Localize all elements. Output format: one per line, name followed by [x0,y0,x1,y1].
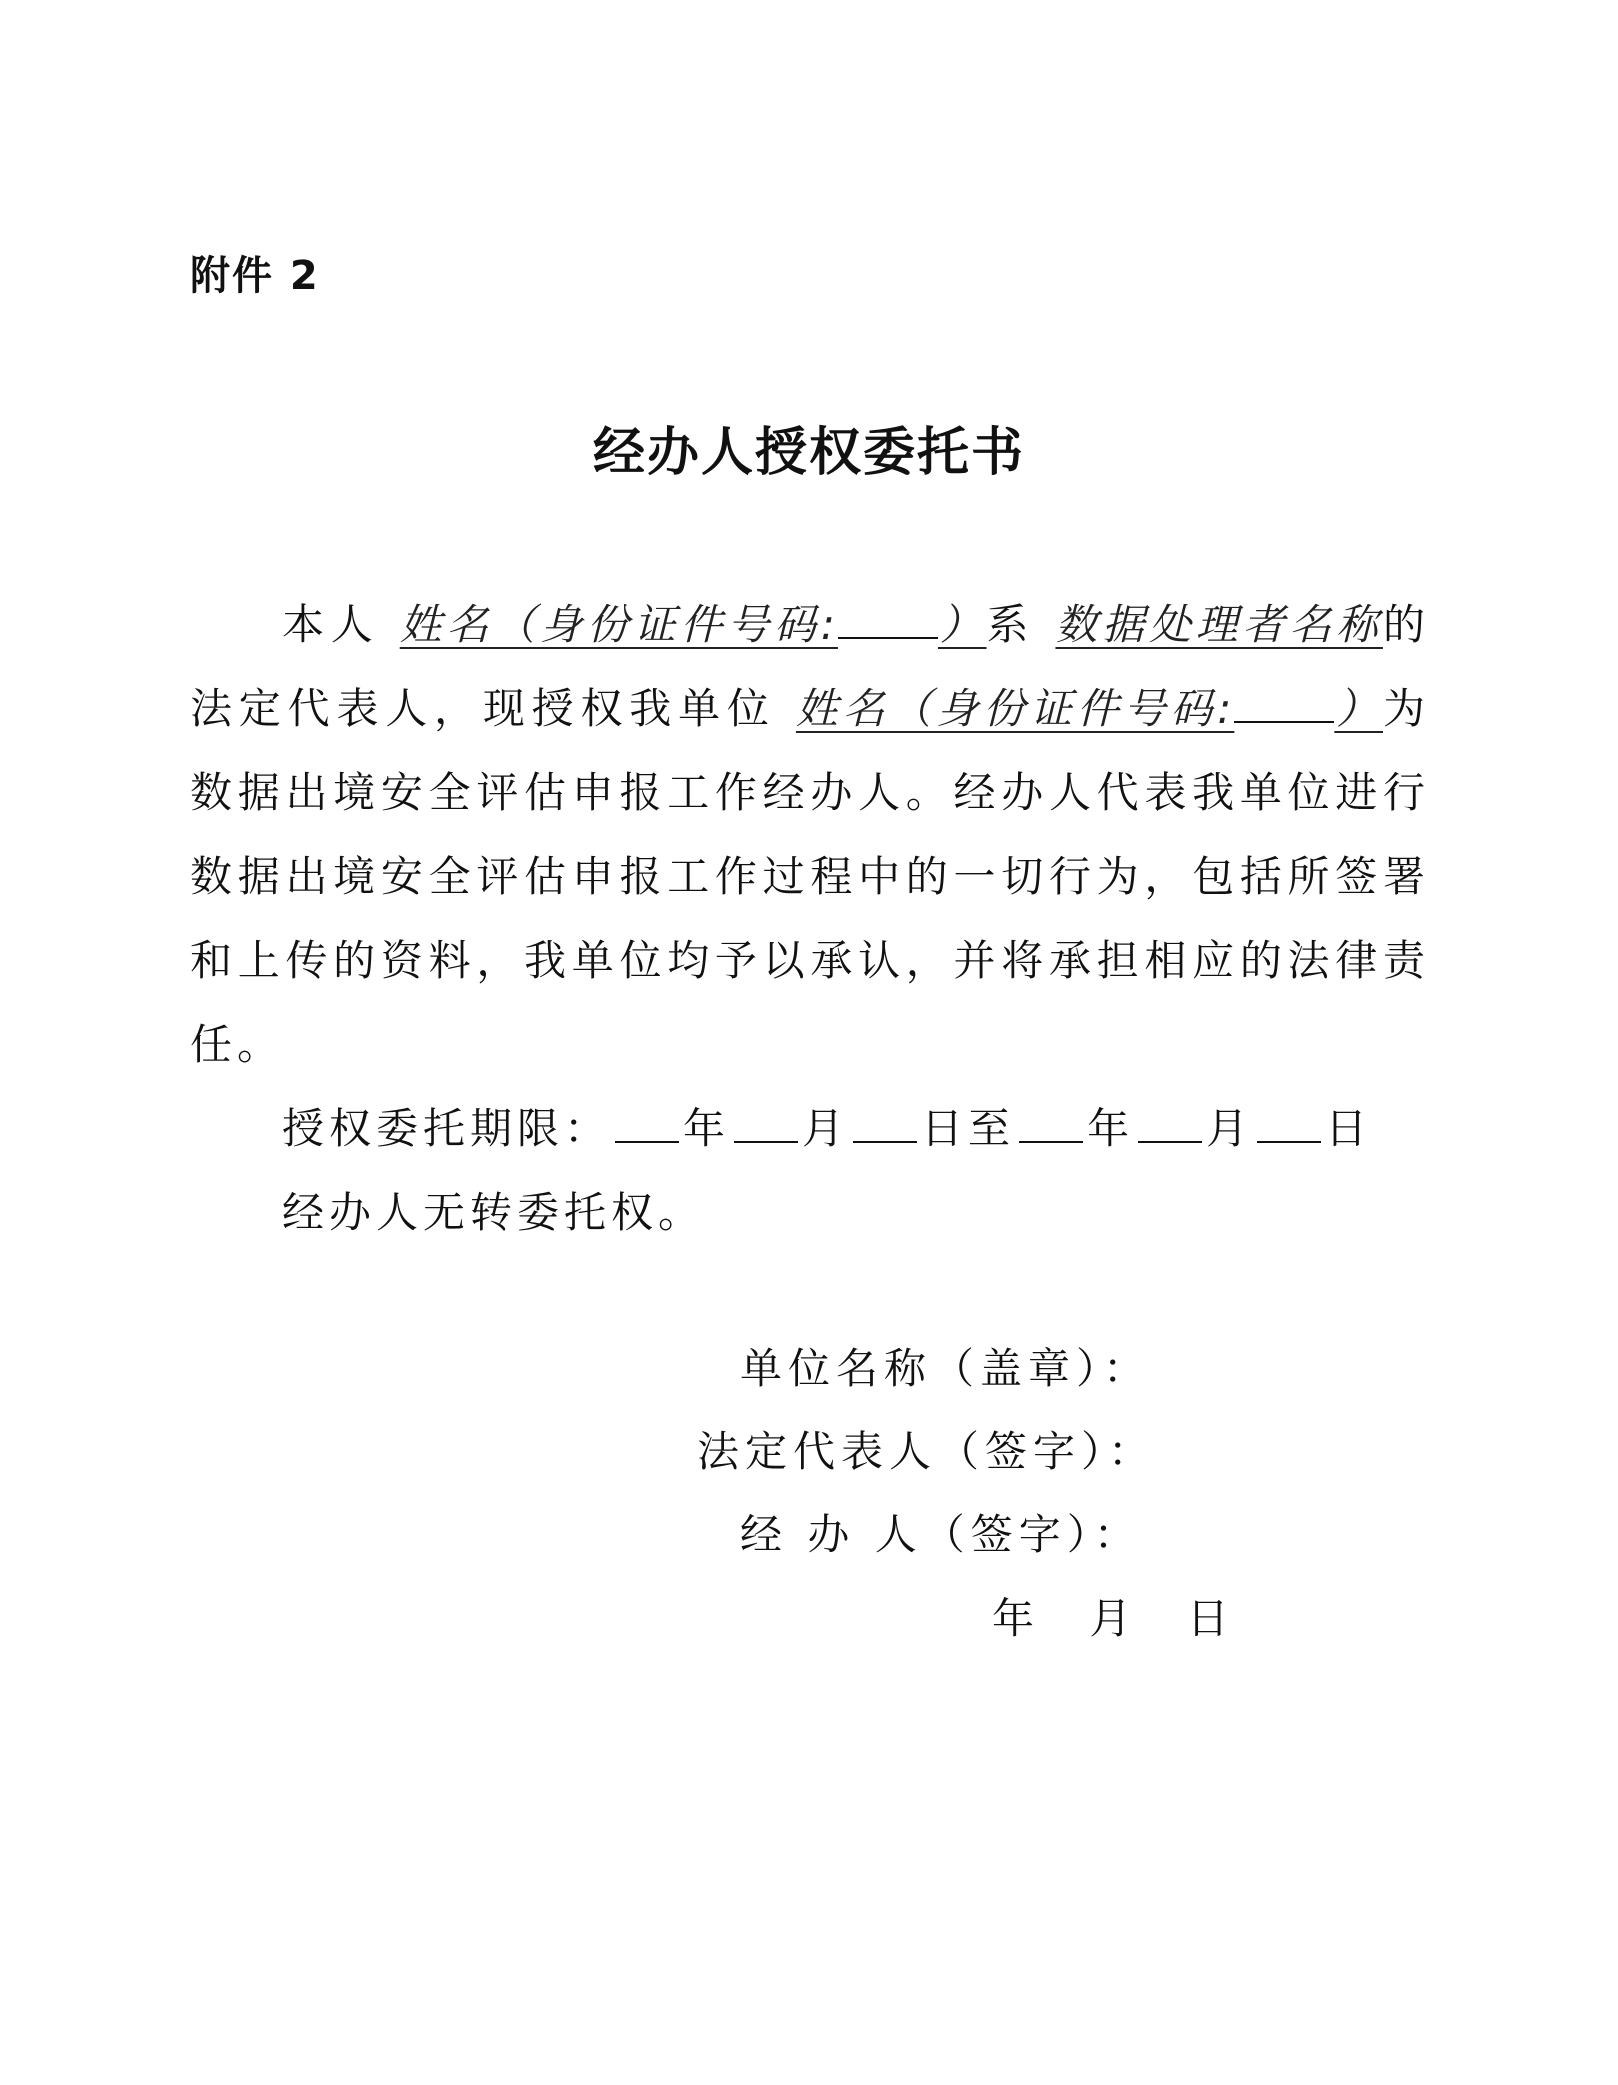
start-year-blank[interactable] [615,1101,679,1143]
period-label: 授权委托期限： [282,1104,612,1153]
document-title: 经办人授权委托书 [592,422,1025,483]
paragraph-text-a: 的法定代表人，现授权我单位 [190,600,1430,733]
agent-signature-line: 经 办 人（签字）： [740,1510,1142,1559]
paragraph-text-b: 为数据出境安全评估申报工作经办人。经办人代表我单位进行数据出境安全评估申报工作过程中的一切行为，包括所签署和上传的资料，我单位均予以承认，并将承担相应的法律责任。 [190,684,1430,1069]
end-day-blank[interactable] [1257,1101,1321,1143]
name-field-1[interactable]: 姓名（身份证件号码: ） [400,600,987,649]
document-body [190,583,1430,1255]
signature-date-line: 年 月 日 [992,1594,1235,1643]
name-field-2[interactable]: 姓名（身份证件号码: ） [796,684,1383,733]
authorization-paragraph [190,583,1430,1087]
id-number-blank-1[interactable] [838,597,938,639]
id-number-blank-2[interactable] [1234,681,1334,723]
start-month-blank[interactable] [734,1101,798,1143]
processor-name-field[interactable]: 数据处理者名称 [1055,600,1383,649]
end-month-blank[interactable] [1138,1101,1202,1143]
legal-representative-signature-line: 法定代表人（签字）： [697,1427,1157,1476]
authorization-period: 授权委托期限： 年 月 日至 年 月 日 [190,1087,1430,1171]
lead-text: 本人 [282,600,380,649]
end-year-blank[interactable] [1019,1101,1083,1143]
start-day-blank[interactable] [853,1101,917,1143]
no-sub-delegation-text: 经办人无转委托权。 [282,1188,706,1237]
connector-text: 系 [986,600,1036,649]
attachment-label: 附件 2 [190,253,320,299]
unit-name-seal-line: 单位名称（盖章）： [740,1344,1152,1393]
